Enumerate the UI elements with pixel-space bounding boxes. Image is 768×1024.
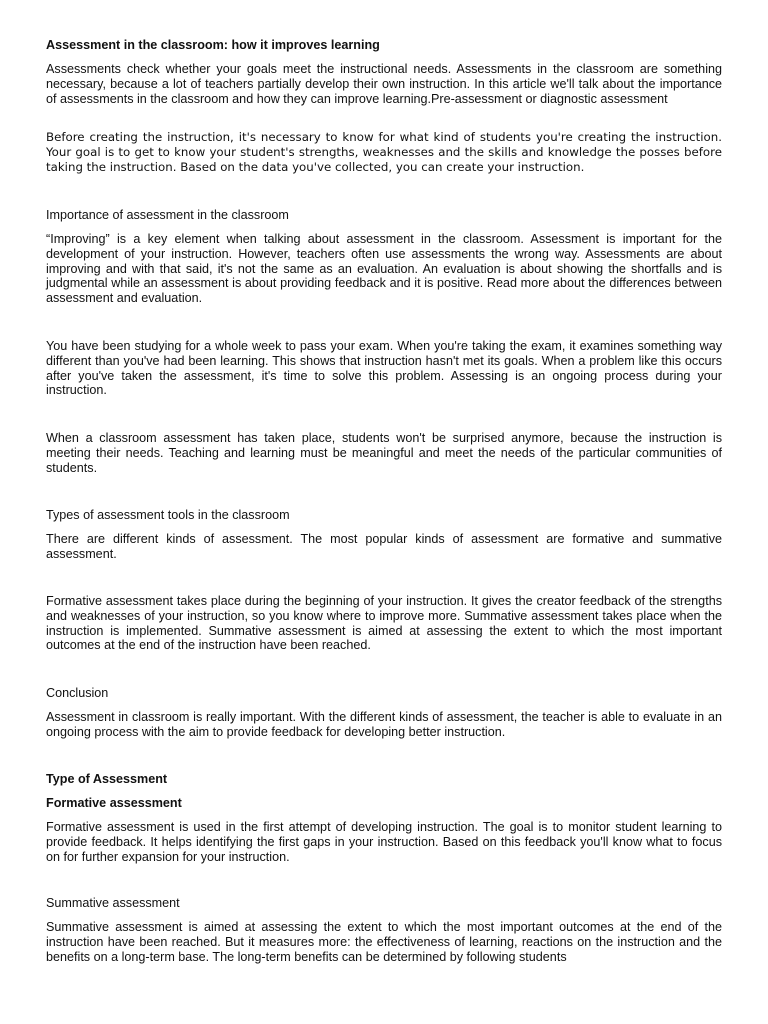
intro-paragraph: Assessments check whether your goals meet the instructional needs. Assessments in the classroom are something necessary, because a lot of teachers partially develop their own instruction. In this article we'll talk about the importance of assessments in the classroom and how they can improve learning.Pre-assessment or diagnostic assessment xyxy=(46,62,722,106)
formative-paragraph: Formative assessment is used in the first attempt of developing instruction. The goal is to monitor student learning to provide feedback. It helps identifying the first gaps in your instruction. Based on this feedback you'll know what to focus on for further expansion for your instruction. xyxy=(46,820,722,864)
types-paragraph-2: Formative assessment takes place during the beginning of your instruction. It gives the creator feedback of the strengths and weaknesses of your instruction, so you know where to improve more. Summative assessment takes place when the instruction is implemented. Summative assessment is aimed at assessing the extent to which the most important outcomes at the end of the instruction have been reached. xyxy=(46,594,722,653)
importance-paragraph-2: You have been studying for a whole week to pass your exam. When you're taking the exam, it examines something way different than you've had been learning. This shows that instruction hasn't met its goals. When a problem like this occurs after you've taken the assessment, it's time to solve this problem. Assessing is an ongoing process during your instruction. xyxy=(46,339,722,398)
importance-paragraph-3: When a classroom assessment has taken place, students won't be surprised anymore, because the instruction is meeting their needs. Teaching and learning must be meaningful and meet the needs of the particular communities of students. xyxy=(46,431,722,475)
conclusion-heading: Conclusion xyxy=(46,686,109,700)
summative-heading: Summative assessment xyxy=(46,896,180,910)
types-paragraph-1: There are different kinds of assessment. The most popular kinds of assessment are formative and summative assessment. xyxy=(46,532,722,561)
formative-heading: Formative assessment xyxy=(46,796,182,810)
article-title: Assessment in the classroom: how it improves learning xyxy=(46,38,380,52)
pre-assessment-paragraph: Before creating the instruction, it's necessary to know for what kind of students you're creating the instruction. Your goal is to get to know your student's strengths, weaknesses and the skills and knowledge the posses before taking the instruction. Based on the data you've collected, you can create your instruction. xyxy=(46,130,722,174)
importance-heading: Importance of assessment in the classroom xyxy=(46,208,289,222)
type-of-assessment-heading: Type of Assessment xyxy=(46,772,168,786)
importance-paragraph-1: “Improving” is a key element when talking about assessment in the classroom. Assessment is important for the development of your instruction. However, teachers often use assessments the wrong way. Assessments are about improving and with that said, it's not the same as an evaluation. An evaluation is about showing the shortfalls and is judgmental while an assessment is about providing feedback and it is positive. Read more about the differences between assessment and evaluation. xyxy=(46,232,722,306)
conclusion-paragraph: Assessment in classroom is really important. With the different kinds of assessment, the teacher is able to evaluate in an ongoing process with the aim to provide feedback for developing better instruction. xyxy=(46,710,722,739)
types-heading: Types of assessment tools in the classroom xyxy=(46,508,290,522)
summative-paragraph: Summative assessment is aimed at assessing the extent to which the most important outcomes at the end of the instruction have been reached. But it measures more: the effectiveness of learning, reactions on the instruction and the benefits on a long-term base. The long-term benefits can be determined by following students xyxy=(46,920,722,964)
